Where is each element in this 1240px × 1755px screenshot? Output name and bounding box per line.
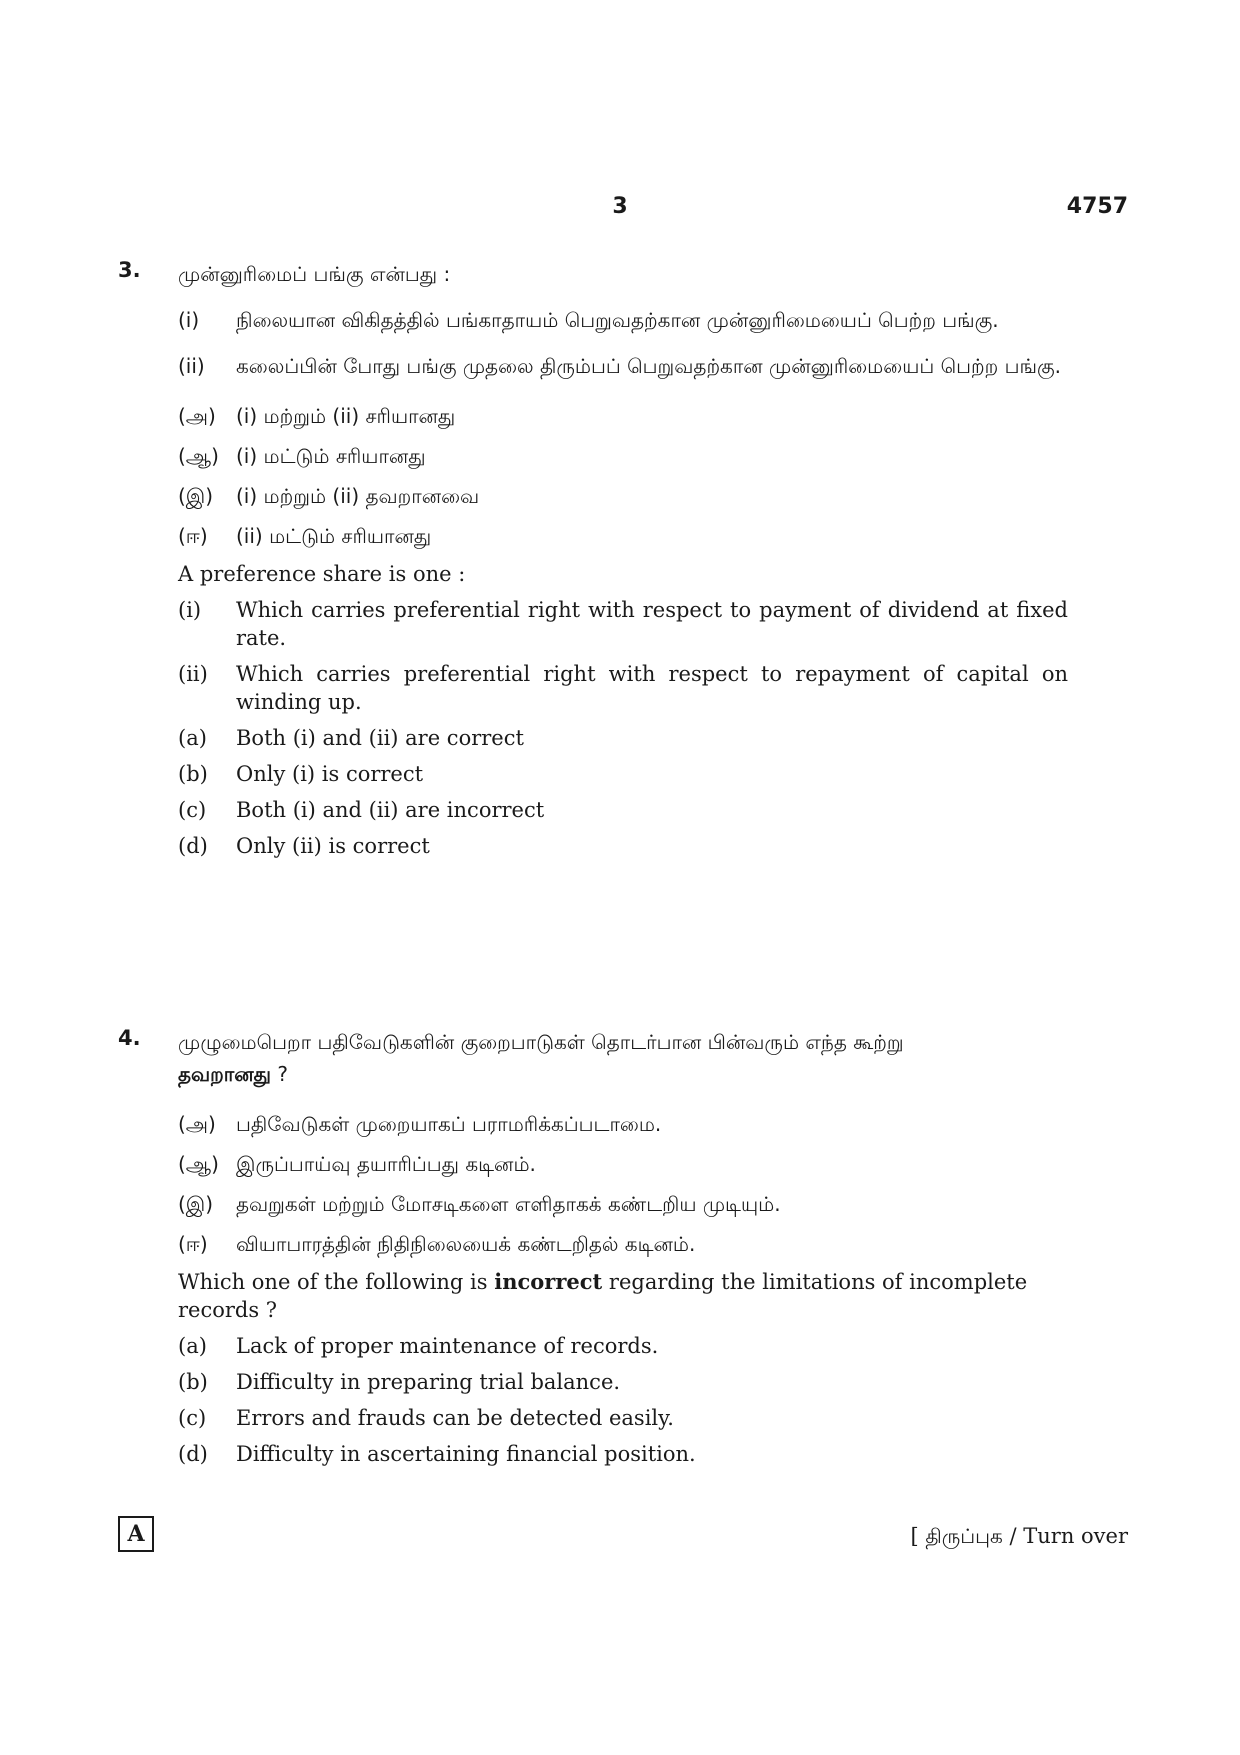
statement-label: (ii) [178, 662, 208, 686]
question-number: 4. [118, 1026, 141, 1050]
english-stem-post: regarding the limitations of incomplete records ? [178, 1270, 1028, 1322]
turn-over-bracket: [ [910, 1524, 926, 1548]
option-text: தவறுகள் மற்றும் மோசடிகளை எளிதாகக் கண்டறிய முடியும். [236, 1192, 781, 1216]
turn-over-english: / Turn over [1002, 1524, 1128, 1548]
option-label: (ஆ) [178, 1152, 219, 1176]
statement-text: Which carries preferential right with respect to payment of dividend at fixed rate. [236, 598, 1068, 650]
english-option [178, 1404, 1068, 1432]
statement-text: கலைப்பின் போது பங்கு முதலை திரும்பப் பெறுவதற்கான முன்னுரிமையைப் பெற்ற பங்கு. [236, 354, 1062, 378]
option-text: பதிவேடுகள் முறையாகப் பராமரிக்கப்படாமை. [236, 1112, 662, 1136]
option-text: Lack of proper maintenance of records. [236, 1334, 659, 1358]
option-text: (i) மற்றும் (ii) தவறானவை [236, 484, 480, 508]
option-label: (b) [178, 1370, 208, 1394]
question-3 [118, 258, 1068, 860]
statement-label: (i) [178, 308, 200, 332]
option-text: Only (i) is correct [236, 762, 424, 786]
option-label: (b) [178, 762, 208, 786]
english-statement-i [178, 596, 1068, 652]
tamil-option [178, 480, 1068, 512]
tamil-option [178, 440, 1068, 472]
page-number: 3 [612, 194, 628, 219]
option-text: (i) மட்டும் சரியானது [236, 444, 426, 468]
option-text: (i) மற்றும் (ii) சரியானது [236, 404, 456, 428]
option-label: (இ) [178, 1192, 214, 1216]
option-label: (c) [178, 798, 207, 822]
statement-text: நிலையான விகிதத்தில் பங்காதாயம் பெறுவதற்கான முன்னுரிமையைப் பெற்ற பங்கு. [236, 308, 999, 332]
option-text: இருப்பாய்வு தயாரிப்பது கடினம். [236, 1152, 536, 1176]
english-option [178, 1440, 1068, 1468]
statement-text: Which carries preferential right with respect to repayment of capital on winding up. [236, 662, 1068, 714]
option-label: (d) [178, 1442, 208, 1466]
option-text: Only (ii) is correct [236, 834, 430, 858]
question-body [178, 258, 1068, 860]
turn-over-note [910, 1524, 1128, 1551]
option-text: Errors and frauds can be detected easily. [236, 1406, 674, 1430]
english-stem [178, 1268, 1068, 1324]
english-option [178, 760, 1068, 788]
tamil-option [178, 400, 1068, 432]
statement-label: (i) [178, 598, 202, 622]
english-option [178, 832, 1068, 860]
english-option [178, 1332, 1068, 1360]
option-label: (c) [178, 1406, 207, 1430]
question-4 [118, 1026, 1068, 1468]
series-label-box: A [118, 1516, 154, 1552]
option-label: (a) [178, 726, 207, 750]
option-text: Difficulty in preparing trial balance. [236, 1370, 621, 1394]
english-stem: A preference share is one : [178, 562, 466, 586]
question-body [178, 1026, 1068, 1468]
question-number: 3. [118, 258, 141, 282]
english-option [178, 724, 1068, 752]
english-statement-ii [178, 660, 1068, 716]
paper-code: 4757 [1066, 194, 1128, 219]
english-option [178, 1368, 1068, 1396]
option-label: (d) [178, 834, 208, 858]
option-label: (a) [178, 1334, 207, 1358]
option-label: (அ) [178, 404, 216, 428]
tamil-option [178, 1148, 1068, 1180]
option-text: Both (i) and (ii) are correct [236, 726, 524, 750]
english-option [178, 796, 1068, 824]
tamil-stem-end: ? [270, 1062, 288, 1086]
tamil-option [178, 1108, 1068, 1140]
tamil-statement-ii [178, 350, 1068, 382]
tamil-statement-i [178, 304, 1068, 336]
english-stem-pre: Which one of the following is [178, 1270, 495, 1294]
option-text: Difficulty in ascertaining financial position. [236, 1442, 696, 1466]
tamil-stem [178, 1026, 1068, 1090]
english-stem-emphasis: incorrect [494, 1269, 603, 1294]
option-label: (அ) [178, 1112, 216, 1136]
option-label: (ஈ) [178, 1232, 208, 1256]
tamil-stem: முன்னுரிமைப் பங்கு என்பது : [178, 262, 451, 286]
tamil-option [178, 520, 1068, 552]
tamil-stem-text: முழுமைபெறா பதிவேடுகளின் குறைபாடுகள் தொடர்பான பின்வரும் எந்த கூற்று [178, 1030, 904, 1054]
tamil-option [178, 1228, 1068, 1260]
option-text: Both (i) and (ii) are incorrect [236, 798, 545, 822]
option-text: (ii) மட்டும் சரியானது [236, 524, 432, 548]
statement-label: (ii) [178, 354, 205, 378]
option-label: (ஆ) [178, 444, 219, 468]
option-label: (ஈ) [178, 524, 208, 548]
option-text: வியாபாரத்தின் நிதிநிலையைக் கண்டறிதல் கடினம். [236, 1232, 696, 1256]
tamil-option [178, 1188, 1068, 1220]
option-label: (இ) [178, 484, 214, 508]
turn-over-tamil: திருப்புக [925, 1524, 1003, 1548]
tamil-stem-emphasis: தவறானது [178, 1062, 271, 1086]
